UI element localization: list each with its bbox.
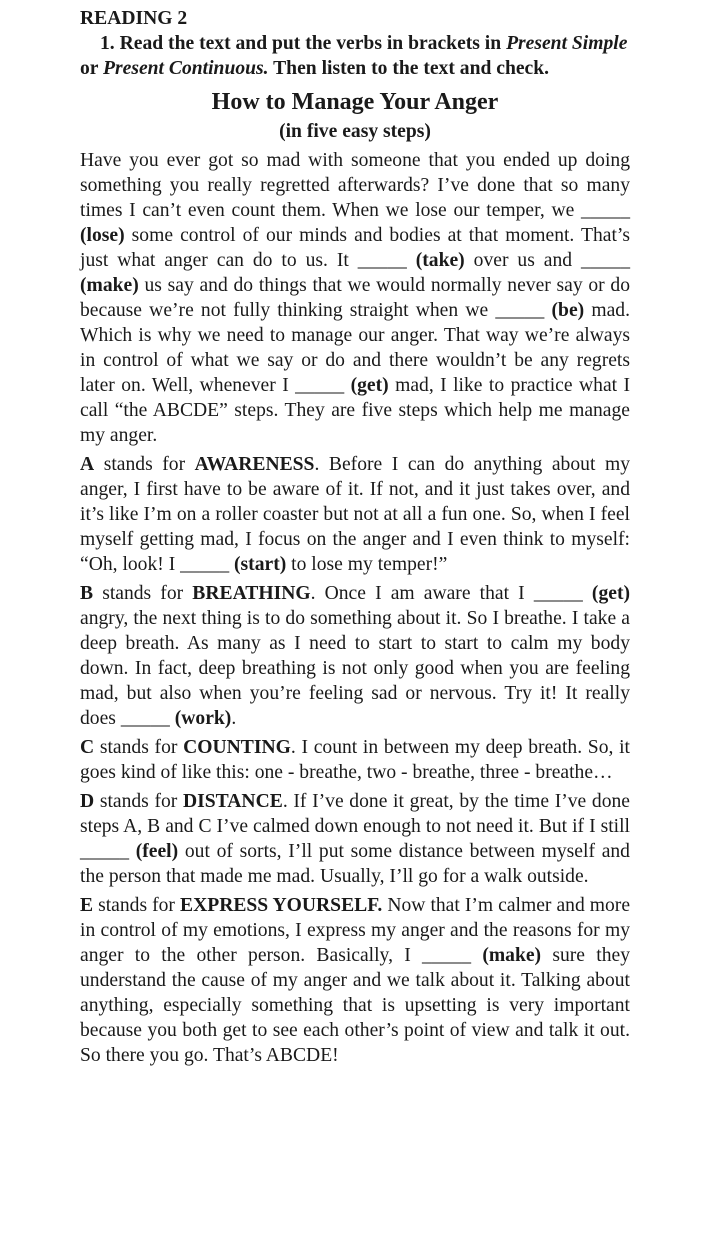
- verb-prompt: (work): [174, 708, 232, 729]
- step-b-paragraph: B stands for BREATHING. Once I am aware that I _____ (get) angry, the next thing is to do something about it. So I breathe. I take a deep breath. As many as I need to start to start to calm my body down. In fact, deep breathing is not only good when you are feeling mad, but also when you’re feeling sad or nervous. Try it! It really does _____ (work).: [80, 583, 630, 729]
- step-letter: C: [80, 737, 95, 758]
- task-instruction: 1. Read the text and put the verbs in brackets in Present Simple or Present Continuous. Then listen to the text and check.: [80, 33, 628, 79]
- step-keyword: DISTANCE: [183, 791, 283, 812]
- article-subtitle: (in five easy steps): [279, 121, 431, 142]
- intro-paragraph: Have you ever got so mad with someone that you ended up doing something you really regretted afterwards? I’ve done that so many times I can’t even count them. When we lose our temper, we _____ (lose) some control of our minds and bodies at that moment. That’s just what anger can do to us. It _____ (take) over us and _____ (make) us say and do things that we would normally never say or do because we’re not fully thinking straight when we _____ (be) mad. Which is why we need to manage our anger. That way we’re always in control of what we say or do and there wouldn’t be any regrets later on. Well, whenever I _____ (get) mad, I like to practice what I call “the ABCDE” steps. They are five steps which help me manage my anger.: [80, 150, 631, 446]
- step-a-paragraph: A stands for AWARENESS. Before I can do anything about my anger, I first have to be aware of it. If not, and it just takes over, and it’s like I’m on a roller coaster but not at all a fun one. So, when I feel myself getting mad, I focus on the anger and I even think to myself: “Oh, look! I _____ (start) to lose my temper!”: [80, 454, 630, 575]
- step-letter: A: [80, 454, 95, 475]
- answer-blank[interactable]: _____: [295, 375, 345, 396]
- answer-blank[interactable]: _____: [422, 945, 472, 966]
- answer-blank[interactable]: _____: [581, 250, 631, 271]
- verb-prompt: (get): [591, 583, 630, 604]
- section-heading: READING 2: [80, 8, 188, 29]
- step-d-paragraph: D stands for DISTANCE. If I’ve done it great, by the time I’ve done steps A, B and C I’ve calmed down enough to not need it. But if I still _____ (feel) out of sorts, I’ll put some distance between myself and the person that made me mad. Usually, I’ll go for a walk outside.: [80, 791, 630, 887]
- verb-prompt: (be): [551, 300, 585, 321]
- answer-blank[interactable]: _____: [581, 200, 630, 221]
- answer-blank[interactable]: _____: [120, 708, 170, 729]
- step-letter: D: [80, 791, 95, 812]
- step-keyword: EXPRESS YOURSELF.: [180, 895, 383, 916]
- answer-blank[interactable]: _____: [533, 583, 583, 604]
- step-c-paragraph: C stands for COUNTING. I count in between my deep breath. So, it goes kind of like this: one - breathe, two - breathe, three - breathe…: [80, 737, 630, 783]
- task-number: 1.: [100, 33, 115, 54]
- verb-prompt: (take): [415, 250, 465, 271]
- step-letter: B: [80, 583, 94, 604]
- verb-prompt: (get): [350, 375, 389, 396]
- step-keyword: BREATHING: [192, 583, 311, 604]
- step-e-paragraph: E stands for EXPRESS YOURSELF. Now that I’m calmer and more in control of my emotions, I express my anger and the reasons for my anger to the other person. Basically, I _____ (make) sure they understand the cause of my anger and we talk about it. Talking about anything, especially something that is upsetting is very important because you both get to see each other’s point of view and talk it out. So there you go. That’s ABCDE!: [80, 895, 631, 1066]
- verb-prompt: (feel): [135, 841, 179, 862]
- answer-blank[interactable]: _____: [357, 250, 407, 271]
- step-keyword: COUNTING: [183, 737, 291, 758]
- answer-blank[interactable]: _____: [180, 554, 230, 575]
- step-keyword: AWARENESS: [194, 454, 315, 475]
- verb-prompt: (lose): [80, 225, 125, 246]
- answer-blank[interactable]: _____: [495, 300, 545, 321]
- step-letter: E: [80, 895, 94, 916]
- article-title: How to Manage Your Anger: [211, 89, 499, 115]
- verb-prompt: (make): [80, 275, 139, 296]
- verb-prompt: (make): [482, 945, 542, 966]
- answer-blank[interactable]: _____: [80, 841, 129, 862]
- verb-prompt: (start): [234, 554, 287, 575]
